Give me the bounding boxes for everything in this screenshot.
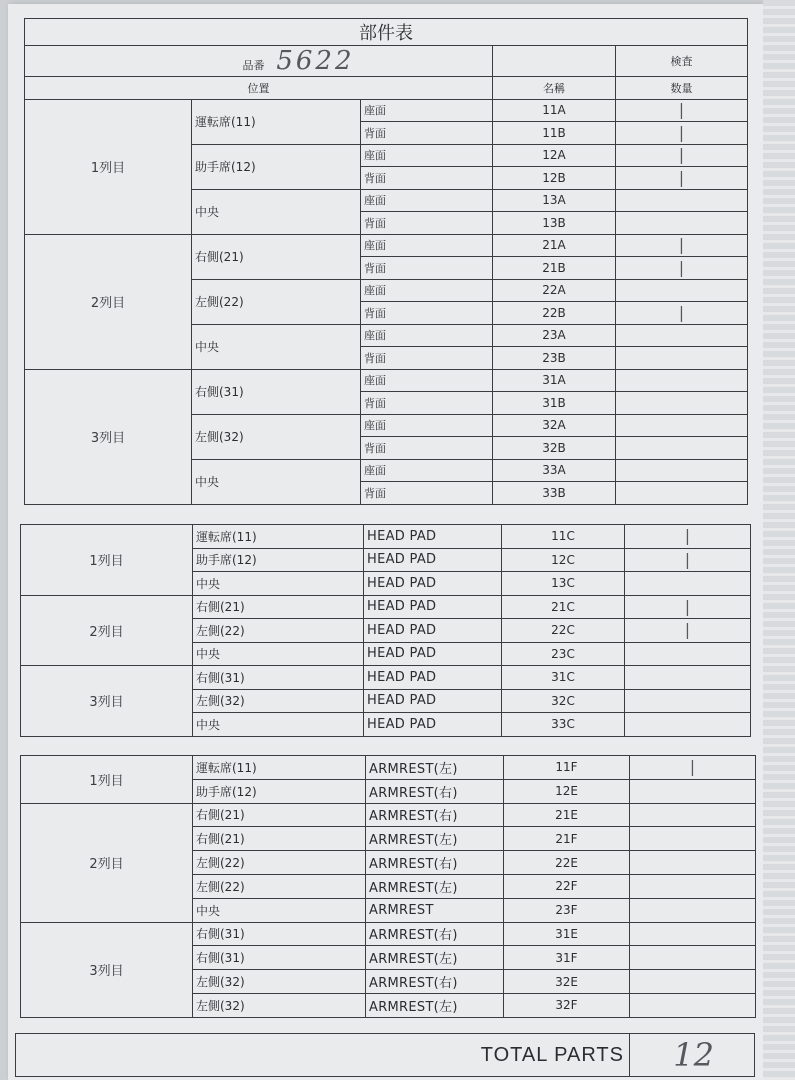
position-label: 右側(31)	[193, 922, 366, 946]
part-code: 12C	[502, 548, 625, 572]
position-label: 右側(21)	[193, 595, 364, 619]
part-code: 21C	[502, 595, 625, 619]
part-code: 13B	[493, 212, 616, 235]
qty-mark: |	[616, 234, 748, 257]
qty-mark: |	[625, 619, 751, 643]
qty-mark: |	[625, 548, 751, 572]
qty-mark: |	[630, 756, 756, 780]
part-code: 11C	[502, 525, 625, 549]
qty-mark	[630, 803, 756, 827]
qty-mark	[630, 898, 756, 922]
part-code: 22E	[504, 851, 630, 875]
seat-parts-table	[24, 18, 748, 505]
part-code: 33B	[493, 482, 616, 505]
qty-mark	[616, 392, 748, 415]
check-label: 検査	[616, 46, 748, 77]
part-name: ARMREST	[366, 898, 504, 922]
part-code: 21E	[504, 803, 630, 827]
qty-mark	[616, 459, 748, 482]
part-code: 31E	[504, 922, 630, 946]
part-code: 23A	[493, 324, 616, 347]
qty-mark: |	[625, 595, 751, 619]
armrest-parts-table	[20, 755, 756, 1018]
position-label: 右側(31)	[193, 666, 364, 690]
part-name: ARMREST(右)	[366, 922, 504, 946]
qty-mark	[630, 922, 756, 946]
qty-mark	[616, 189, 748, 212]
part-number-value: 5622	[276, 46, 355, 76]
part-number-label: 品番	[242, 59, 265, 72]
qty-mark	[616, 279, 748, 302]
part-code: 23F	[504, 898, 630, 922]
qty-mark	[625, 642, 751, 666]
part-code: 22B	[493, 302, 616, 325]
part-name: HEAD PAD	[364, 595, 502, 619]
part-code: 11A	[493, 99, 616, 122]
row-group-label: 2列目	[21, 803, 193, 922]
part-name: HEAD PAD	[364, 642, 502, 666]
part-code: 11B	[493, 122, 616, 145]
part-name: ARMREST(右)	[366, 970, 504, 994]
row-group-label: 3列目	[21, 666, 193, 737]
part-code: 22A	[493, 279, 616, 302]
part-name: ARMREST(左)	[366, 946, 504, 970]
total-parts-value: 12	[673, 1036, 714, 1074]
part-code: 12E	[504, 779, 630, 803]
part-kind: 座面	[361, 189, 493, 212]
position-label: 中央	[193, 713, 364, 737]
qty-mark: |	[616, 302, 748, 325]
part-kind: 背面	[361, 482, 493, 505]
page-title: 部件表	[25, 19, 748, 46]
position-label: 中央	[193, 572, 364, 596]
position-label: 中央	[192, 324, 361, 369]
position-label: 助手席(12)	[193, 548, 364, 572]
qty-mark	[630, 827, 756, 851]
row-group-label: 2列目	[25, 234, 192, 369]
row-group-label: 2列目	[21, 595, 193, 666]
name-header: 名稱	[493, 77, 616, 100]
qty-mark	[625, 572, 751, 596]
row-group-label: 3列目	[21, 922, 193, 1017]
part-kind: 座面	[361, 369, 493, 392]
part-code: 33A	[493, 459, 616, 482]
part-code: 32E	[504, 970, 630, 994]
position-label: 左側(32)	[193, 689, 364, 713]
qty-mark	[616, 212, 748, 235]
part-name: HEAD PAD	[364, 666, 502, 690]
position-header: 位置	[25, 77, 493, 100]
part-kind: 座面	[361, 234, 493, 257]
part-code: 31B	[493, 392, 616, 415]
qty-mark	[625, 666, 751, 690]
table-row	[21, 525, 751, 549]
part-kind: 背面	[361, 302, 493, 325]
part-name: ARMREST(左)	[366, 874, 504, 898]
part-code: 12B	[493, 167, 616, 190]
blank-header-cell	[493, 46, 616, 77]
row-group-label: 3列目	[25, 369, 192, 504]
position-label: 助手席(12)	[192, 144, 361, 189]
position-label: 左側(22)	[192, 279, 361, 324]
qty-mark	[630, 851, 756, 875]
qty-mark: |	[616, 144, 748, 167]
position-label: 中央	[193, 642, 364, 666]
part-kind: 座面	[361, 99, 493, 122]
part-kind: 座面	[361, 279, 493, 302]
qty-mark: |	[616, 99, 748, 122]
qty-mark	[616, 414, 748, 437]
qty-mark	[630, 946, 756, 970]
part-name: ARMREST(右)	[366, 851, 504, 875]
part-kind: 背面	[361, 347, 493, 370]
part-code: 23C	[502, 642, 625, 666]
part-name: ARMREST(右)	[366, 779, 504, 803]
part-name: HEAD PAD	[364, 689, 502, 713]
part-kind: 座面	[361, 144, 493, 167]
part-code: 13A	[493, 189, 616, 212]
part-code: 31A	[493, 369, 616, 392]
part-code: 33C	[502, 713, 625, 737]
part-code: 11F	[504, 756, 630, 780]
part-kind: 背面	[361, 212, 493, 235]
position-label: 右側(21)	[193, 803, 366, 827]
table-row	[25, 234, 748, 257]
part-code: 32C	[502, 689, 625, 713]
qty-mark: |	[625, 525, 751, 549]
qty-mark	[625, 689, 751, 713]
table-row	[25, 99, 748, 122]
qty-mark: |	[616, 122, 748, 145]
qty-mark	[616, 482, 748, 505]
qty-mark	[630, 993, 756, 1017]
position-label: 左側(22)	[193, 619, 364, 643]
part-name: HEAD PAD	[364, 525, 502, 549]
total-parts-box	[15, 1033, 755, 1077]
position-label: 運転席(11)	[193, 525, 364, 549]
qty-mark: |	[616, 257, 748, 280]
row-group-label: 1列目	[21, 525, 193, 596]
qty-mark	[616, 324, 748, 347]
position-label: 左側(22)	[193, 874, 366, 898]
part-code: 32F	[504, 993, 630, 1017]
part-number-cell	[25, 46, 493, 77]
part-name: HEAD PAD	[364, 572, 502, 596]
part-name: ARMREST(左)	[366, 993, 504, 1017]
position-label: 右側(21)	[192, 234, 361, 279]
part-code: 21F	[504, 827, 630, 851]
qty-mark	[630, 779, 756, 803]
part-name: HEAD PAD	[364, 713, 502, 737]
total-parts-label: TOTAL PARTS	[480, 1044, 624, 1066]
part-name: HEAD PAD	[364, 548, 502, 572]
part-name: ARMREST(左)	[366, 756, 504, 780]
part-kind: 座面	[361, 324, 493, 347]
part-kind: 背面	[361, 392, 493, 415]
part-code: 21B	[493, 257, 616, 280]
part-name: ARMREST(左)	[366, 827, 504, 851]
position-label: 中央	[193, 898, 366, 922]
part-code: 32B	[493, 437, 616, 460]
part-code: 32A	[493, 414, 616, 437]
qty-mark	[616, 369, 748, 392]
part-kind: 背面	[361, 257, 493, 280]
part-code: 31C	[502, 666, 625, 690]
position-label: 左側(32)	[193, 993, 366, 1017]
position-label: 右側(31)	[193, 946, 366, 970]
table-row	[21, 595, 751, 619]
part-code: 22F	[504, 874, 630, 898]
qty-mark	[630, 874, 756, 898]
position-label: 中央	[192, 459, 361, 504]
position-label: 運転席(11)	[193, 756, 366, 780]
table-row	[21, 666, 751, 690]
part-code: 21A	[493, 234, 616, 257]
position-label: 助手席(12)	[193, 779, 366, 803]
position-label: 運転席(11)	[192, 99, 361, 144]
position-label: 右側(21)	[193, 827, 366, 851]
part-code: 31F	[504, 946, 630, 970]
qty-mark	[616, 347, 748, 370]
row-group-label: 1列目	[25, 99, 192, 234]
position-label: 中央	[192, 189, 361, 234]
position-label: 右側(31)	[192, 369, 361, 414]
part-code: 12A	[493, 144, 616, 167]
part-kind: 座面	[361, 459, 493, 482]
paper-stack-edge	[763, 0, 795, 1080]
table-row	[25, 369, 748, 392]
headpad-parts-table	[20, 524, 751, 737]
position-label: 左側(32)	[193, 970, 366, 994]
part-code: 23B	[493, 347, 616, 370]
qty-header: 数量	[616, 77, 748, 100]
position-label: 左側(22)	[193, 851, 366, 875]
part-name: ARMREST(右)	[366, 803, 504, 827]
part-kind: 背面	[361, 167, 493, 190]
table-row	[21, 756, 756, 780]
table-row	[21, 803, 756, 827]
part-name: HEAD PAD	[364, 619, 502, 643]
qty-mark	[630, 970, 756, 994]
position-label: 左側(32)	[192, 414, 361, 459]
total-divider	[629, 1034, 630, 1076]
table-row	[21, 922, 756, 946]
row-group-label: 1列目	[21, 756, 193, 804]
part-code: 13C	[502, 572, 625, 596]
part-kind: 背面	[361, 437, 493, 460]
part-kind: 背面	[361, 122, 493, 145]
part-code: 22C	[502, 619, 625, 643]
part-kind: 座面	[361, 414, 493, 437]
qty-mark	[625, 713, 751, 737]
qty-mark: |	[616, 167, 748, 190]
qty-mark	[616, 437, 748, 460]
